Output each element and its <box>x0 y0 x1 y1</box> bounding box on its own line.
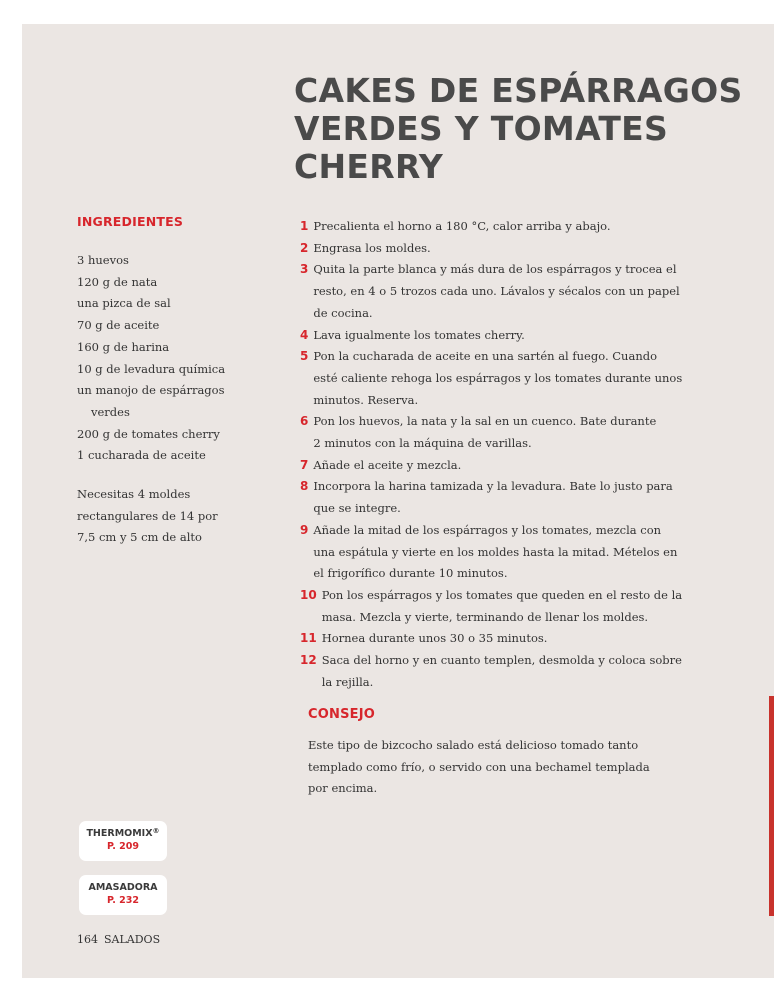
step-item <box>300 216 712 238</box>
step-number: 4 <box>300 327 309 342</box>
step-item <box>300 325 712 347</box>
ingredient-item: 1 cucharada de aceite <box>77 448 206 463</box>
step-line: de cocina. <box>313 305 373 320</box>
step-number: 5 <box>300 349 309 364</box>
step-line: Añade el aceite y mezcla. <box>313 457 462 472</box>
step-line: resto, en 4 o 5 trozos cada uno. Lávalos y sécalos con un papel <box>313 284 680 299</box>
step-line: Precalienta el horno a 180 °C, calor arriba y abajo. <box>313 219 611 233</box>
recipe-page <box>22 24 774 978</box>
step-number: 11 <box>300 631 317 646</box>
step-line: 2 minutos con la máquina de varillas. <box>313 436 532 451</box>
page-edge-accent <box>769 696 774 916</box>
step-text <box>313 325 712 347</box>
step-text <box>322 628 712 650</box>
step-number: 2 <box>300 240 309 255</box>
step-number: 6 <box>300 414 309 429</box>
ingredients-heading: INGREDIENTES <box>77 214 184 229</box>
step-line: minutos. Reserva. <box>313 392 419 407</box>
step-text <box>313 476 712 519</box>
ingredient-item: 10 g de levadura química <box>77 361 226 376</box>
step-line: Incorpora la harina tamizada y la levadura. Bate lo justo para <box>313 479 673 494</box>
step-line: Pon los espárragos y los tomates que queden en el resto de la <box>321 587 683 602</box>
ingredient-item-continued: verdes <box>91 404 130 419</box>
amasadora-badge <box>79 875 167 915</box>
step-text <box>313 346 712 411</box>
step-line: Hornea durante unos 30 o 35 minutos. <box>321 631 548 646</box>
tip-text <box>308 735 688 800</box>
title-line: VERDES Y TOMATES <box>294 109 669 148</box>
step-line: que se integre. <box>313 501 401 516</box>
badge-label: AMASADORA <box>88 882 158 893</box>
step-text <box>322 585 712 628</box>
step-line: Engrasa los moldes. <box>313 240 431 255</box>
badge-page-ref: P. 232 <box>107 895 139 906</box>
title-line: CAKES DE ESPÁRRAGOS <box>294 71 743 110</box>
step-line: la rejilla. <box>321 674 374 689</box>
step-text <box>313 216 712 238</box>
step-number: 8 <box>300 479 309 494</box>
title-line: CHERRY <box>294 147 444 186</box>
step-item <box>300 585 712 628</box>
step-item <box>300 346 712 411</box>
tip-heading: CONSEJO <box>308 707 376 722</box>
tip-line: templado como frío, o servido con una bechamel templada <box>308 759 650 774</box>
ingredient-item: 70 g de aceite <box>77 318 160 333</box>
badge-label: THERMOMIX® <box>86 827 160 839</box>
ingredient-item: 200 g de tomates cherry <box>77 426 220 441</box>
step-line: Pon los huevos, la nata y la sal en un cuenco. Bate durante <box>313 414 657 429</box>
step-line: Lava igualmente los tomates cherry. <box>313 327 525 342</box>
step-line: masa. Mezcla y vierte, terminando de llenar los moldes. <box>321 609 649 624</box>
ingredient-item: un manojo de espárragos <box>77 383 225 398</box>
page-folio <box>77 933 160 946</box>
badge-page-ref: P. 209 <box>107 841 139 852</box>
step-text <box>313 411 712 454</box>
step-line: Añade la mitad de los espárragos y los tomates, mezcla con <box>313 522 662 537</box>
tip-line: Este tipo de bizcocho salado está delicioso tomado tanto <box>308 738 639 752</box>
step-item <box>300 238 712 260</box>
step-text <box>313 238 712 260</box>
step-number: 7 <box>300 457 309 472</box>
equipment-note-line: rectangulares de 14 por <box>77 508 218 523</box>
equipment-note <box>77 484 247 549</box>
step-line: una espátula y vierte en los moldes hasta la mitad. Mételos en <box>313 544 678 559</box>
step-text <box>313 520 712 585</box>
step-item <box>300 411 712 454</box>
step-number: 10 <box>300 587 317 602</box>
ingredient-item: una pizca de sal <box>77 296 171 311</box>
page-number: 164 <box>77 933 98 946</box>
tip-line: por encima. <box>308 781 378 796</box>
step-item <box>300 628 712 650</box>
registered-mark: ® <box>152 827 160 835</box>
steps-list <box>300 216 712 693</box>
step-item <box>300 259 712 324</box>
step-line: Pon la cucharada de aceite en una sartén al fuego. Cuando <box>313 349 658 364</box>
step-text <box>313 259 712 324</box>
step-item <box>300 520 712 585</box>
step-line: esté caliente rehoga los espárragos y los tomates durante unos <box>313 370 683 385</box>
step-text <box>313 455 712 477</box>
ingredients-list <box>77 250 247 467</box>
step-line: el frigorífico durante 10 minutos. <box>313 566 508 581</box>
ingredient-item: 120 g de nata <box>77 274 158 289</box>
section-name: SALADOS <box>104 933 161 946</box>
step-item <box>300 455 712 477</box>
step-text <box>322 650 712 693</box>
ingredient-item: 160 g de harina <box>77 339 170 354</box>
step-line: Saca del horno y en cuanto templen, desmolda y coloca sobre <box>321 653 682 668</box>
step-number: 1 <box>300 219 309 233</box>
recipe-title <box>294 71 743 186</box>
step-number: 12 <box>300 653 317 668</box>
thermomix-badge <box>79 821 167 861</box>
step-line: Quita la parte blanca y más dura de los espárragos y trocea el <box>313 262 677 277</box>
equipment-note-line: Necesitas 4 moldes <box>77 487 191 501</box>
step-item <box>300 476 712 519</box>
equipment-note-line: 7,5 cm y 5 cm de alto <box>77 530 202 545</box>
ingredient-item: 3 huevos <box>77 253 129 267</box>
step-item <box>300 650 712 693</box>
step-number: 3 <box>300 262 309 277</box>
step-number: 9 <box>300 522 309 537</box>
